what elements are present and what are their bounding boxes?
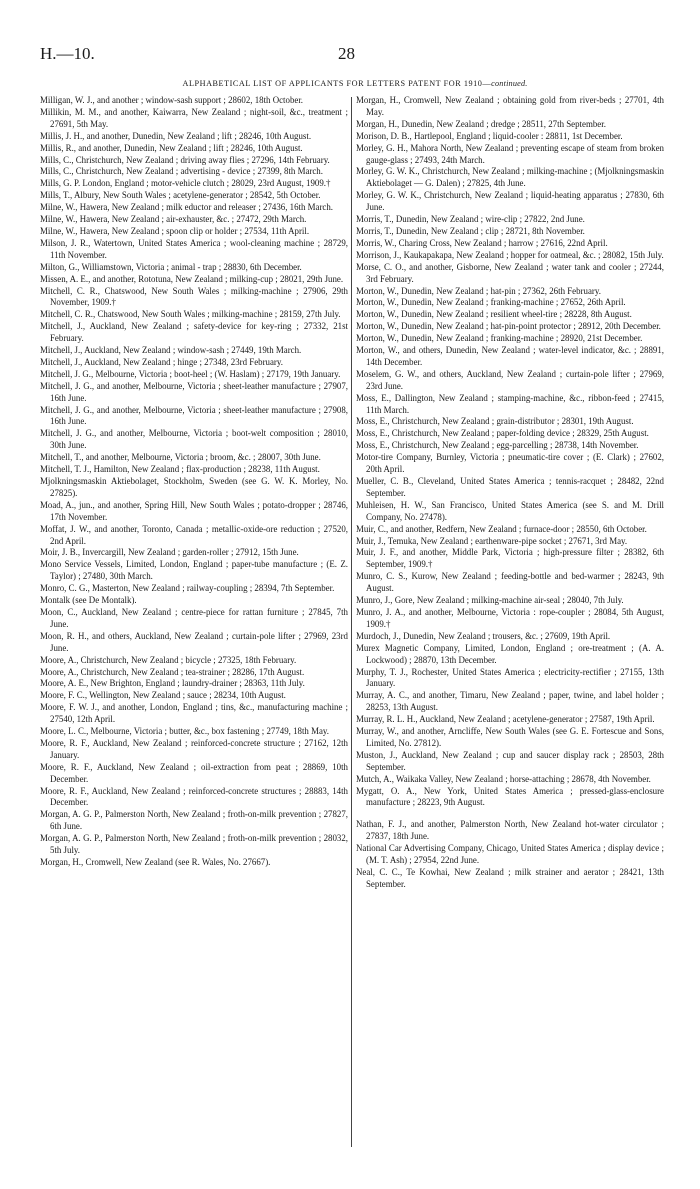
page-number: 28 — [338, 44, 355, 63]
list-entry: Morton, W., Dunedin, New Zealand ; franking-machine ; 28920, 21st December. — [356, 333, 643, 344]
list-entry: Morgan, A. G. P., Palmerston North, New Zealand ; froth-on-milk prevention ; 28032, 5th July. — [40, 833, 348, 856]
list-entry: Milne, W., Hawera, New Zealand ; spoon clip or holder ; 27534, 11th April. — [40, 225, 310, 236]
list-entry: Moore, R. F., Auckland, New Zealand ; reinforced-concrete structure ; 27162, 12th January. — [40, 737, 348, 760]
list-entry: Morton, W., Dunedin, New Zealand ; resilient wheel-tire ; 28228, 8th August. — [356, 309, 632, 320]
list-entry: Nathan, F. J., and another, Palmerston North, New Zealand hot-water circulator ; 27837, 18th June. — [356, 819, 664, 842]
list-entry: Mono Service Vessels, Limited, London, England ; paper-tube manufacture ; (E. Z. Taylor) ; 27480, 30th March. — [40, 559, 348, 582]
list-entry: Moffat, J. W., and another, Toronto, Canada ; metallic-oxide-ore reduction ; 27520, 2nd April. — [40, 523, 348, 546]
list-entry: Morley, G. W. K., Christchurch, New Zealand ; milking-machine ; (Mjolkningsmaskin Aktiebolaget — G. Dalen) ; 27825, 4th June. — [356, 166, 664, 189]
column-divider — [351, 97, 352, 1147]
list-entry: Muhleisen, H. W., San Francisco, United States America (see S. and M. Drill Company, No. 27478). — [356, 499, 664, 522]
section-gap — [356, 809, 664, 819]
list-entry: Mitchell, J., Auckland, New Zealand ; window-sash ; 27449, 19th March. — [40, 345, 302, 356]
list-entry: Moselem, G. W., and others, Auckland, New Zealand ; curtain-pole lifter ; 27969, 23rd June. — [356, 368, 664, 391]
list-entry: Moss, E., Dallington, New Zealand ; stamping-machine, &c., ribbon-feed ; 27415, 11th March. — [356, 392, 664, 415]
section-code: H.—10. — [40, 44, 95, 63]
list-entry: Moss, E., Christchurch, New Zealand ; egg-parcelling ; 28738, 14th November. — [356, 440, 639, 451]
list-entry: Millikin, M. M., and another, Kaiwarra, New Zealand ; night-soil, &c., treatment ; 27691, 5th May. — [40, 106, 348, 129]
list-entry: Morse, C. O., and another, Gisborne, New Zealand ; water tank and cooler ; 27244, 3rd February. — [356, 261, 664, 284]
list-entry: Moore, L. C., Melbourne, Victoria ; butter, &c., box fastening ; 27749, 18th May. — [40, 726, 329, 737]
list-entry: Morgan, H., Dunedin, New Zealand ; dredge ; 28511, 27th September. — [356, 118, 606, 129]
list-entry: Mitchell, T., and another, Melbourne, Victoria ; broom, &c. ; 28007, 30th June. — [40, 452, 321, 463]
list-entry: Moore, F. C., Wellington, New Zealand ; sauce ; 28234, 10th August. — [40, 690, 286, 701]
list-entry: Mjolkningsmaskin Aktiebolaget, Stockholm, Sweden (see G. W. K. Morley, No. 27825). — [40, 476, 348, 498]
list-entry: Morgan, A. G. P., Palmerston North, New Zealand ; froth-on-milk prevention ; 27827, 6th June. — [40, 809, 348, 832]
list-entry: Morton, W., Dunedin, New Zealand ; hat-pin-point protector ; 28912, 20th December. — [356, 321, 661, 332]
list-entry: Muir, J. F., and another, Middle Park, Victoria ; high-pressure filter ; 28382, 6th September, 1909.† — [356, 547, 664, 570]
list-entry: Motor-tire Company, Burnley, Victoria ; pneumatic-tire cover ; (E. Clark) ; 27602, 20th April. — [356, 452, 664, 475]
page-title — [40, 79, 670, 88]
list-entry: Muir, J., Temuka, New Zealand ; earthenware-pipe socket ; 27671, 3rd May. — [356, 535, 628, 546]
list-entry: Muston, J., Auckland, New Zealand ; cup and saucer display rack ; 28503, 28th September. — [356, 749, 664, 772]
list-entry: Moss, E., Christchurch, New Zealand ; paper-folding device ; 28329, 25th August. — [356, 428, 649, 439]
list-entry: Morris, W., Charing Cross, New Zealand ; harrow ; 27616, 22nd April. — [356, 237, 608, 248]
list-entry: Moore, F. W. J., and another, London, England ; tins, &c., manufacturing machine ; 27540, 12th April. — [40, 702, 348, 725]
list-entry: Monro, C. G., Masterton, New Zealand ; railway-coupling ; 28394, 7th September. — [40, 583, 335, 594]
list-entry: Mills, G. P. London, England ; motor-vehicle clutch ; 28029, 23rd August, 1909.† — [40, 178, 331, 189]
list-entry: Morton, W., Dunedin, New Zealand ; hat-pin ; 27362, 26th February. — [356, 285, 601, 296]
list-entry: Munro, J. A., and another, Melbourne, Victoria : rope-coupler ; 28084, 5th August, 1909.† — [356, 606, 664, 629]
list-entry: Missen, A. E., and another, Rototuna, New Zealand ; milking-cup ; 28021, 29th June. — [40, 273, 344, 284]
list-entry: Milne, W., Hawera, New Zealand ; air-exhauster, &c. ; 27472, 29th March. — [40, 214, 307, 225]
list-entry: Morris, T., Dunedin, New Zealand ; clip ; 28721, 8th November. — [356, 225, 585, 236]
list-entry: Mitchell, J., Auckland, New Zealand ; safety-device for key-ring ; 27332, 21st February. — [40, 321, 348, 344]
list-entry: Mitchell, J. G., and another, Melbourne, Victoria ; sheet-leather manufacture ; 27908, 16th June. — [40, 404, 348, 427]
list-entry: Murphy, T. J., Rochester, United States America ; electricity-rectifier ; 27155, 13th January. — [356, 666, 664, 689]
list-entry: Mitchell, J., Auckland, New Zealand ; hinge ; 27348, 23rd February. — [40, 356, 283, 367]
list-entry: Moon, C., Auckland, New Zealand ; centre-piece for rattan furniture ; 27845, 7th June. — [40, 606, 348, 629]
list-entry: Morgan, H., Cromwell, New Zealand ; obtaining gold from river-beds ; 27701, 4th May. — [356, 95, 664, 117]
list-entry: Morris, T., Dunedin, New Zealand ; wire-clip ; 27822, 2nd June. — [356, 214, 585, 225]
list-entry: Moore, R. F., Auckland, New Zealand ; oil-extraction from peat ; 28869, 10th December. — [40, 761, 348, 784]
right-column — [356, 95, 664, 891]
list-entry: Moore, R. F., Auckland, New Zealand ; reinforced-concrete structures ; 28883, 14th December. — [40, 785, 348, 808]
list-entry: Morton, W., Dunedin, New Zealand ; franking-machine ; 27652, 26th April. — [356, 297, 626, 308]
list-entry: Morison, D. B., Hartlepool, England ; liquid-cooler : 28811, 1st December. — [356, 130, 623, 141]
list-entry: Munro, C. S., Kurow, New Zealand ; feeding-bottle and bed-warmer ; 28243, 9th August. — [356, 571, 664, 594]
list-entry: Milligan, W. J., and another ; window-sash support ; 28602, 18th October. — [40, 95, 304, 105]
list-entry: Moore, A., Christchurch, New Zealand ; bicycle ; 27325, 18th February. — [40, 654, 297, 665]
list-entry: Morrison, J., Kaukapakapa, New Zealand ; hopper for oatmeal, &c. ; 28082, 15th July. — [356, 249, 664, 260]
right-column-m-entries — [356, 95, 664, 809]
list-entry: Millis, J. H., and another, Dunedin, New Zealand ; lift ; 28246, 10th August. — [40, 130, 312, 141]
list-entry: Moore, A., Christchurch, New Zealand ; tea-strainer ; 28286, 17th August. — [40, 666, 305, 677]
list-entry: Milne, W., Hawera, New Zealand ; milk eductor and releaser ; 27436, 16th March. — [40, 202, 334, 213]
list-entry: Mitchell, J. G., Melbourne, Victoria ; boot-heel ; (W. Haslam) ; 27179, 19th January. — [40, 368, 341, 379]
list-entry: Moon, R. H., and others, Auckland, New Zealand ; curtain-pole lifter ; 27969, 23rd June. — [40, 630, 348, 653]
list-entry: Neal, C. C., Te Kowhai, New Zealand ; milk strainer and aerator ; 28421, 13th September. — [356, 867, 664, 889]
list-entry: Mitchell, C. R., Chatswood, New South Wales ; milking-machine ; 27906, 29th November, 1909.† — [40, 285, 348, 308]
list-entry: Moss, E., Christchurch, New Zealand ; grain-distributor ; 28301, 19th August. — [356, 416, 634, 427]
list-entry: Mitchell, J. G., and another, Melbourne, Victoria ; boot-welt composition ; 28010, 30th June. — [40, 428, 348, 451]
list-entry: Moir, J. B., Invercargill, New Zealand ; garden-roller ; 27912, 15th June. — [40, 547, 299, 558]
list-entry: Mills, T., Albury, New South Wales ; acetylene-generator ; 28542, 5th October. — [40, 190, 321, 201]
list-entry: Mills, C., Christchurch, New Zealand ; advertising - device ; 27399, 8th March. — [40, 166, 323, 177]
list-entry: Murdoch, J., Dunedin, New Zealand ; trousers, &c. ; 27609, 19th April. — [356, 630, 611, 641]
list-entry: Mueller, C. B., Cleveland, United States America ; tennis-racquet ; 28482, 22nd September. — [356, 476, 664, 498]
list-entry: Morley, G. H., Mahora North, New Zealand ; preventing escape of steam from broken gauge-glass ; 27493, 24th March. — [356, 142, 664, 165]
list-entry: Muir, C., and another, Redfern, New Zealand ; furnace-door ; 28550, 6th October. — [356, 523, 647, 534]
list-entry: Mygatt, O. A., New York, United States America ; pressed-glass-enclosure manufacture ; 28223, 9th August. — [356, 785, 664, 808]
list-entry: Mitchell, T. J., Hamilton, New Zealand ; flax-production ; 28238, 11th August. — [40, 464, 320, 475]
list-entry: Morgan, H., Cromwell, New Zealand (see R. Wales, No. 27667). — [40, 857, 271, 867]
list-entry: Mills, C., Christchurch, New Zealand ; driving away flies ; 27296, 14th February. — [40, 154, 330, 165]
left-column — [40, 95, 348, 869]
list-entry: Milson, J. R., Watertown, United States America ; wool-cleaning machine ; 28729, 11th November. — [40, 237, 348, 260]
list-entry: Moad, A., jun., and another, Spring Hill, New South Wales ; potato-dropper ; 28746, 17th November. — [40, 499, 348, 522]
list-entry: Montalk (see De Montalk). — [40, 595, 137, 606]
list-entry: Mitchell, C. R., Chatswood, New South Wales ; milking-machine ; 28159, 27th July. — [40, 309, 341, 320]
list-entry: Milton, G., Williamstown, Victoria ; animal - trap ; 28830, 6th December. — [40, 261, 302, 272]
list-entry: Murex Magnetic Company, Limited, London, England ; ore-treatment ; (A. A. Lockwood) ; 28870, 13th December. — [356, 642, 664, 665]
title-text: ALPHABETICAL LIST OF APPLICANTS FOR LETTERS PATENT FOR 1910— — [182, 79, 492, 88]
list-entry: Murray, W., and another, Arncliffe, New South Wales (see G. E. Fortescue and Sons, Limited, No. 27812). — [356, 726, 664, 748]
list-entry: National Car Advertising Company, Chicago, United States America ; display device ; (M. T. Ash) ; 27954, 22nd June. — [356, 843, 664, 866]
title-suffix: continued. — [491, 79, 528, 88]
list-entry: Moore, A. E., New Brighton, England ; laundry-drainer ; 28363, 11th July. — [40, 678, 305, 689]
list-entry: Morton, W., and others, Dunedin, New Zealand ; water-level indicator, &c. ; 28891, 14th December. — [356, 345, 664, 367]
list-entry: Murray, A. C., and another, Timaru, New Zealand ; paper, twine, and label holder ; 28253, 13th August. — [356, 690, 664, 713]
list-entry: Morley, G. W. K., Christchurch, New Zealand ; liquid-heating apparatus ; 27830, 6th June. — [356, 190, 664, 213]
list-entry: Millis, R., and another, Dunedin, New Zealand ; lift ; 28246, 10th August. — [40, 142, 303, 153]
list-entry: Murray, R. L. H., Auckland, New Zealand ; acetylene-generator ; 27587, 19th April. — [356, 714, 655, 725]
list-entry: Mutch, A., Waikaka Valley, New Zealand ; horse-attaching ; 28678, 4th November. — [356, 773, 651, 784]
list-entry: Mitchell, J. G., and another, Melbourne, Victoria ; sheet-leather manufacture ; 27907, 16th June. — [40, 380, 348, 403]
right-column-n-entries — [356, 819, 664, 890]
list-entry: Munro, J., Gore, New Zealand ; milking-machine air-seal ; 28040, 7th July. — [356, 595, 624, 606]
